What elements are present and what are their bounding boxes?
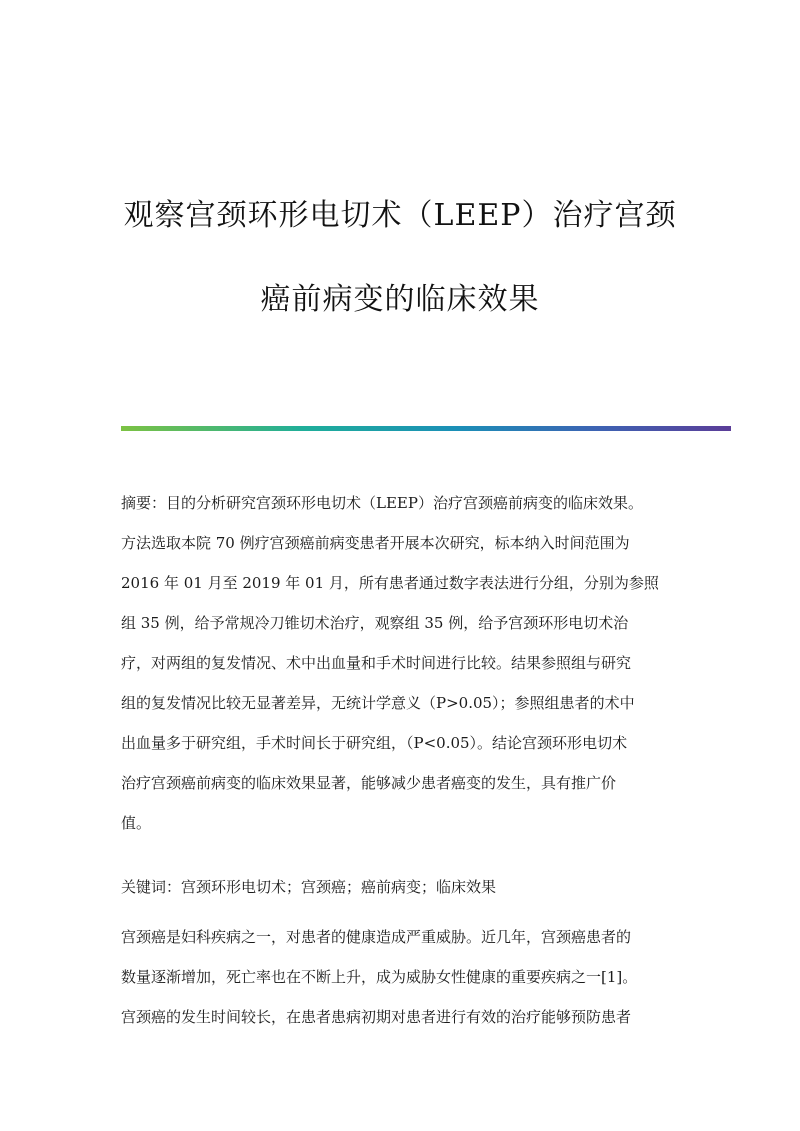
abstract-line: 方法选取本院 70 例疗宫颈癌前病变患者开展本次研究，标本纳入时间范围为 — [121, 534, 630, 552]
abstract-line: 组 35 例，给予常规冷刀锥切术治疗，观察组 35 例，给予宫颈环形电切术治 — [121, 614, 629, 632]
abstract-line: 摘要：目的分析研究宫颈环形电切术（LEEP）治疗宫颈癌前病变的临床效果。 — [121, 494, 643, 512]
document-title-line-1: 观察宫颈环形电切术（LEEP）治疗宫颈 — [123, 198, 677, 233]
abstract-paragraph — [121, 483, 681, 843]
abstract-line: 2016 年 01 月至 2019 年 01 月，所有患者通过数字表法进行分组，分别为参照 — [121, 574, 659, 592]
abstract-line: 治疗宫颈癌前病变的临床效果显著，能够减少患者癌变的发生，具有推广价 — [121, 774, 617, 792]
intro-line: 数量逐渐增加，死亡率也在不断上升，成为威胁女性健康的重要疾病之一[1]。 — [121, 968, 638, 986]
abstract-line: 值。 — [121, 814, 152, 832]
keywords-paragraph — [121, 867, 681, 907]
document-title-line-2: 癌前病变的临床效果 — [260, 282, 540, 317]
intro-line: 宫颈癌是妇科疾病之一，对患者的健康造成严重威胁。近几年，宫颈癌患者的 — [121, 928, 632, 946]
abstract-line: 组的复发情况比较无显著差异，无统计学意义（P>0.05）；参照组患者的术中 — [121, 694, 635, 712]
intro-paragraph — [121, 917, 681, 1037]
abstract-line: 出血量多于研究组，手术时间长于研究组，（P<0.05）。结论宫颈环形电切术 — [121, 734, 628, 752]
abstract-line: 疗，对两组的复发情况、术中出血量和手术时间进行比较。结果参照组与研究 — [121, 654, 632, 672]
keywords-line: 关键词：宫颈环形电切术；宫颈癌；癌前病变；临床效果 — [121, 878, 497, 896]
intro-line: 宫颈癌的发生时间较长，在患者患病初期对患者进行有效的治疗能够预防患者 — [121, 1008, 632, 1026]
gradient-divider — [121, 426, 731, 431]
